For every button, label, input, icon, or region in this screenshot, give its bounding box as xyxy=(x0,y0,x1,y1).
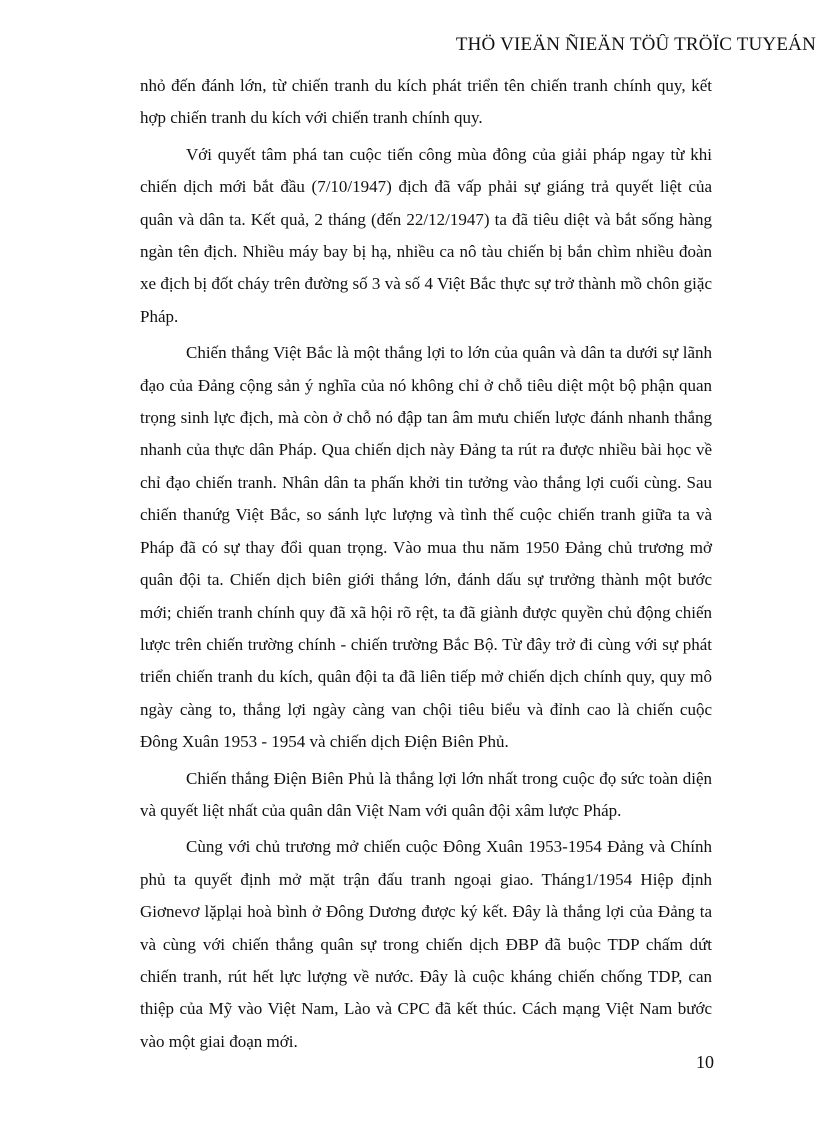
page-header: THÖ VIEÄN ÑIEÄN TÖÛ TRÖÏC TUYEÁN xyxy=(455,34,816,55)
paragraph-continuation: nhỏ đến đánh lớn, từ chiến tranh du kích phát triển tên chiến tranh chính quy, kết hợp chiến tranh du kích với chiến tranh chính quy. xyxy=(140,76,712,128)
paragraph-viet-bac-campaign: Với quyết tâm phá tan cuộc tiến công mùa đông của giải pháp ngay từ khi chiến dịch mới bắt đầu (7/10/1947) địch đã vấp phải sự giáng trả quyết liệt của quân và dân ta. Kết quả, 2 tháng (đến 22/12/1947) ta đã tiêu diệt và bắt sống hàng ngàn tên địch. Nhiều máy bay bị hạ, nhiều ca nô tàu chiến bị bắn chìm nhiều đoàn xe địch bị đốt cháy trên đường số 3 và số 4 Việt Bắc thực sự trở thành mồ chôn giặc Pháp. xyxy=(140,144,712,326)
page-number: 10 xyxy=(696,1052,714,1072)
document-body xyxy=(140,70,712,1058)
paragraph-viet-bac-victory: Chiến thắng Việt Bắc là một thắng lợi to lớn của quân và dân ta dưới sự lãnh đạo của Đảng cộng sản ý nghĩa của nó không chỉ ở chỗ tiêu diệt một bộ phận quan trọng sinh lực địch, mà còn ở chỗ nó đập tan âm mưu chiến lược đánh nhanh thắng nhanh của thực dân Pháp. Qua chiến dịch này Đảng ta rút ra được nhiều bài học về chỉ đạo chiến tranh. Nhân dân ta phấn khởi tin tưởng vào thắng lợi cuối cùng. Sau chiến thanứg Việt Bắc, so sánh lực lượng và tình thế cuộc chiến tranh giữa ta và Pháp đã có sự thay đổi quan trọng. Vào mua thu năm 1950 Đảng chủ trương mở quân đội ta. Chiến dịch biên giới thắng lớn, đánh dấu sự trưởng thành một bước mới; chiến tranh chính quy đã xã hội rõ rệt, ta đã giành được quyền chủ động chiến lược trên chiến trường chính - chiến trường Bắc Bộ. Từ đây trở đi cùng với sự phát triển chiến tranh du kích, quân đội ta đã liên tiếp mở chiến dịch chính quy, quy mô ngày càng to, thắng lợi ngày càng van chội tiêu biểu và đỉnh cao là chiến cuộc Đông Xuân 1953 - 1954 và chiến dịch Điện Biên Phủ. xyxy=(140,343,712,752)
paragraph-geneva-accords: Cùng với chủ trương mở chiến cuộc Đông Xuân 1953-1954 Đảng và Chính phủ ta quyết định mở mặt trận đấu tranh ngoại giao. Tháng1/1954 Hiệp định Giơnevơ lặplại hoà bình ở Đông Dương được ký kết. Đây là thắng lợi của Đảng ta và cùng với chiến thắng quân sự trong chiến dịch ĐBP đã buộc TDP chấm dứt chiến tranh, rút hết lực lượng về nước. Đây là cuộc kháng chiến chống TDP, can thiệp của Mỹ vào Việt Nam, Lào và CPC đã kết thúc. Cách mạng Việt Nam bước vào một giai đoạn mới. xyxy=(140,837,712,1051)
paragraph-dien-bien-phu: Chiến thắng Điện Biên Phủ là thắng lợi lớn nhất trong cuộc đọ sức toàn diện và quyết liệt nhất của quân dân Việt Nam với quân đội xâm lược Pháp. xyxy=(140,768,712,820)
